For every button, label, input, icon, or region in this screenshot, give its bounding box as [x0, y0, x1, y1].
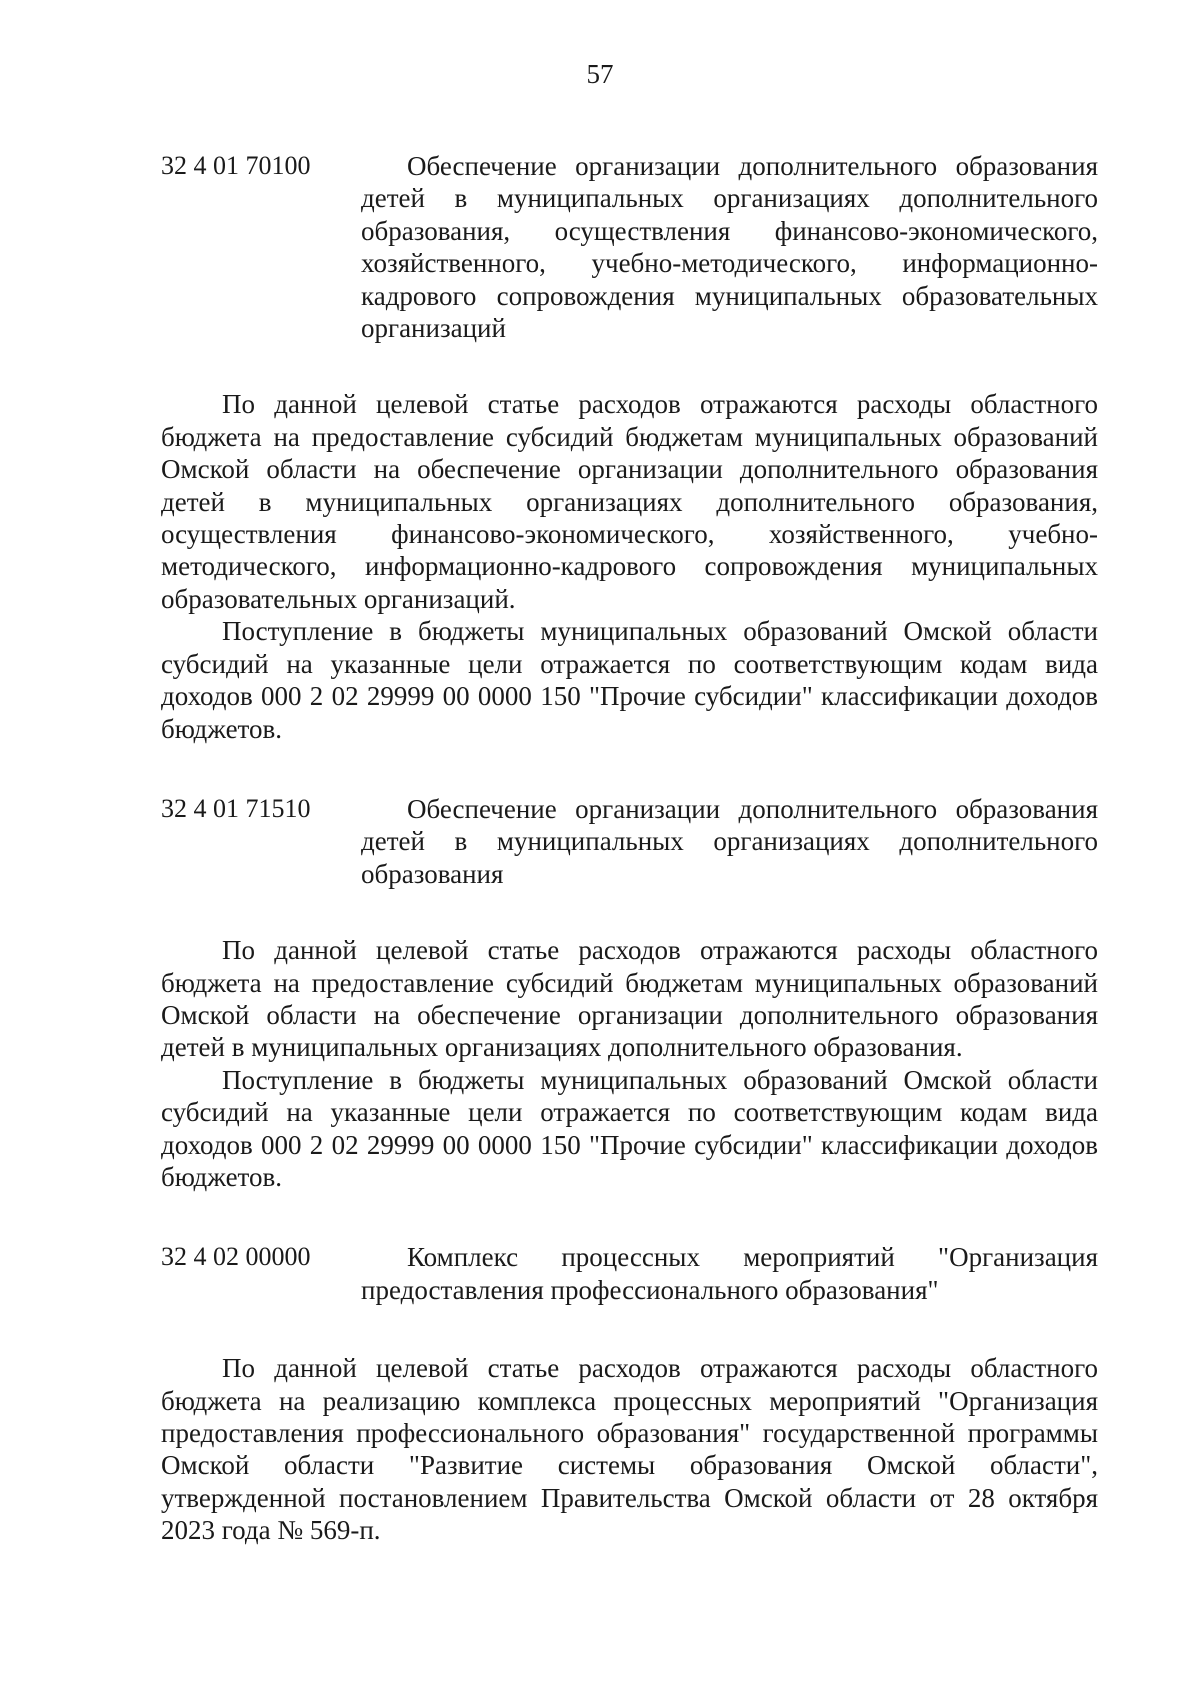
budget-entry	[161, 793, 1098, 1193]
budget-entry	[161, 1241, 1098, 1546]
entry-paragraph: Поступление в бюджеты муниципальных образований Омской области субсидий на указанные цели отражается по соответствующим кодам вида доходов 000 2 02 29999 00 0000 150 "Прочие субсидии" классификации доходов бюджетов.	[161, 1064, 1098, 1192]
page-number: 57	[586, 59, 614, 89]
entry-heading	[161, 793, 1098, 890]
entry-paragraph: По данной целевой статье расходов отражаются расходы областного бюджета на предоставление субсидий бюджетам муниципальных образований Омской области на обеспечение организации дополнительного образования детей в муниципальных организациях дополнительного образования, осуществления финансово-экономического, хозяйственного, учебно-методического, информационно-кадрового сопровождения муниципальных образовательных организаций.	[161, 389, 1098, 614]
entry-paragraph: По данной целевой статье расходов отражаются расходы областного бюджета на предоставление субсидий бюджетам муниципальных образований Омской области на обеспечение организации дополнительного образования детей в муниципальных организациях дополнительного образования.	[161, 935, 1098, 1063]
entry-paragraph: По данной целевой статье расходов отражаются расходы областного бюджета на реализацию комплекса процессных мероприятий "Организация предоставления профессионального образования" государственной программы Омской области "Развитие системы образования Омской области", утвержденной постановлением Правительства Омской области от 28 октября 2023 года № 569-п.	[161, 1353, 1098, 1546]
entry-title: Комплекс процессных мероприятий "Организация предоставления профессионального образования"	[361, 1242, 1098, 1305]
entry-code: 32 4 01 70100	[161, 151, 311, 180]
entry-title: Обеспечение организации дополнительного образования детей в муниципальных организациях дополнительного образования, осуществления финансово-экономического, хозяйственного, учебно-методического, информационно-кадрового сопровождения муниципальных образовательных организаций	[361, 151, 1098, 344]
entry-paragraph: Поступление в бюджеты муниципальных образований Омской области субсидий на указанные цели отражается по соответствующим кодам вида доходов 000 2 02 29999 00 0000 150 "Прочие субсидии" классификации доходов бюджетов.	[161, 616, 1098, 744]
document-body	[161, 150, 1098, 1547]
entry-heading	[161, 1241, 1098, 1306]
budget-entry	[161, 150, 1098, 745]
entry-title: Обеспечение организации дополнительного образования детей в муниципальных организациях дополнительного образования	[361, 793, 1098, 889]
entry-code: 32 4 02 00000	[161, 1242, 311, 1272]
entry-code: 32 4 01 71510	[161, 793, 311, 823]
entry-heading	[161, 150, 1098, 344]
